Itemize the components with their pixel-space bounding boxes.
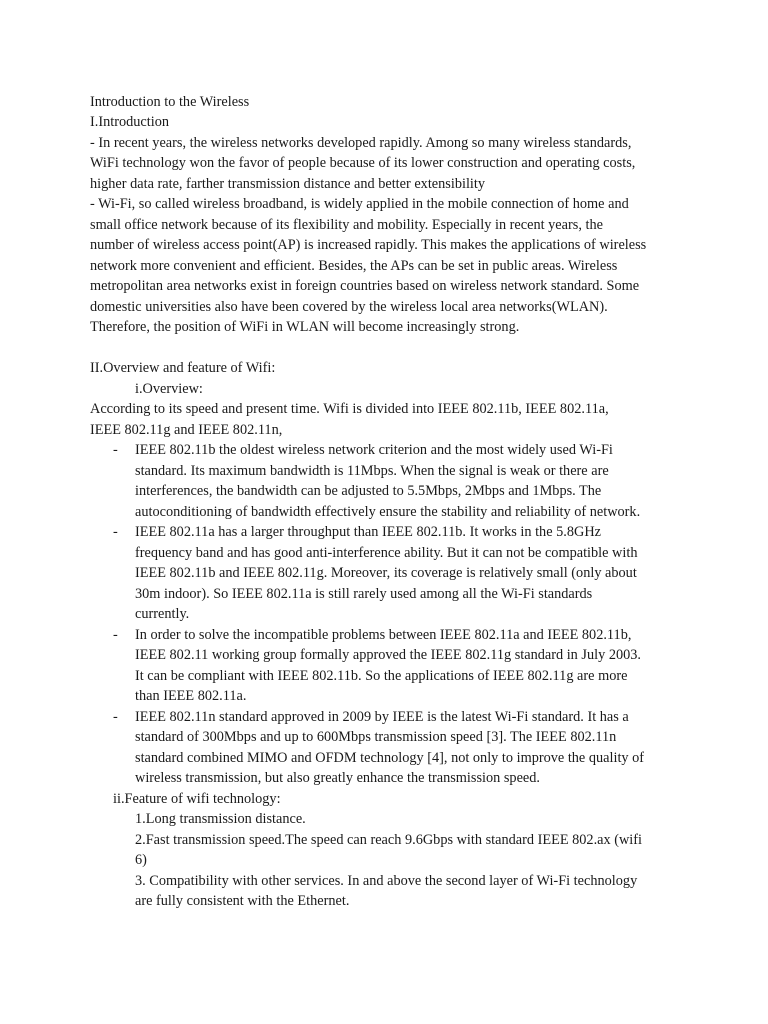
subsection-heading-feature: ii.Feature of wifi technology: [113, 791, 281, 807]
paragraph-line: number of wireless access point(AP) is increased rapidly. This makes the applications of wireless [90, 237, 647, 253]
paragraph-line: - In recent years, the wireless networks developed rapidly. Among so many wireless standards, [90, 135, 632, 151]
feature-line: are fully consistent with the Ethernet. [135, 893, 350, 909]
bullet-line: standard of 300Mbps and up to 600Mbps transmission speed [3]. The IEEE 802.11n [135, 729, 617, 745]
bullet-line: In order to solve the incompatible problems between IEEE 802.11a and IEEE 802.11b, [135, 627, 632, 643]
bullet-line: 30m indoor). So IEEE 802.11a is still rarely used among all the Wi-Fi standards [135, 586, 593, 602]
paragraph-line: small office network because of its flexibility and mobility. Especially in recent years, the [90, 217, 603, 233]
bullet-line: frequency band and has good anti-interference ability. But it can not be compatible with [135, 545, 638, 561]
bullet-line: currently. [135, 606, 190, 622]
bullet-line: standard combined MIMO and OFDM technology [4], not only to improve the quality of [135, 750, 645, 766]
bullet-line: IEEE 802.11b the oldest wireless network criterion and the most widely used Wi-Fi [135, 442, 613, 458]
paragraph-line: network more convenient and efficient. Besides, the APs can be set in public areas. Wireless [90, 258, 618, 274]
bullet-line: IEEE 802.11n standard approved in 2009 by IEEE is the latest Wi-Fi standard. It has a [135, 709, 629, 725]
bullet-line: IEEE 802.11 working group formally approved the IEEE 802.11g standard in July 2003. [135, 647, 641, 663]
feature-line: 6) [135, 852, 147, 868]
paragraph-line: metropolitan area networks exist in foreign countries based on wireless network standard. Some [90, 278, 640, 294]
feature-line: 1.Long transmission distance. [135, 811, 306, 827]
paragraph-line: domestic universities also have been covered by the wireless local area networks(WLAN). [90, 299, 608, 315]
paragraph-line: WiFi technology won the favor of people because of its lower construction and operating costs, [90, 155, 636, 171]
paragraph-line: Therefore, the position of WiFi in WLAN will become increasingly strong. [90, 319, 520, 335]
bullet-marker: - [113, 524, 118, 540]
paragraph-line: According to its speed and present time. Wifi is divided into IEEE 802.11b, IEEE 802.11a, [90, 401, 609, 417]
bullet-marker: - [113, 709, 118, 725]
subsection-heading-overview: i.Overview: [135, 381, 203, 397]
feature-line: 3. Compatibility with other services. In and above the second layer of Wi-Fi technology [135, 873, 638, 889]
bullet-line: autoconditioning of bandwidth effectively ensure the stability and reliability of network. [135, 504, 641, 520]
bullet-marker: - [113, 442, 118, 458]
paragraph-line: - Wi-Fi, so called wireless broadband, is widely applied in the mobile connection of home and [90, 196, 629, 212]
bullet-marker: - [113, 627, 118, 643]
bullet-line: wireless transmission, but also greatly enhance the transmission speed. [135, 770, 540, 786]
paragraph-line: higher data rate, farther transmission distance and better extensibility [90, 176, 486, 192]
bullet-line: interferences, the bandwidth can be adjusted to 5.5Mbps, 2Mbps and 1Mbps. The [135, 483, 602, 499]
section-heading-introduction: I.Introduction [90, 114, 170, 130]
bullet-line: IEEE 802.11a has a larger throughput than IEEE 802.11b. It works in the 5.8GHz [135, 524, 601, 540]
document-title: Introduction to the Wireless [90, 94, 250, 110]
bullet-line: IEEE 802.11b and IEEE 802.11g. Moreover, its coverage is relatively small (only about [135, 565, 637, 581]
bullet-line: standard. Its maximum bandwidth is 11Mbps. When the signal is weak or there are [135, 463, 609, 479]
bullet-line: than IEEE 802.11a. [135, 688, 247, 704]
feature-line: 2.Fast transmission speed.The speed can reach 9.6Gbps with standard IEEE 802.ax (wifi [135, 832, 643, 848]
section-heading-overview: II.Overview and feature of Wifi: [90, 360, 276, 376]
paragraph-line: IEEE 802.11g and IEEE 802.11n, [90, 422, 283, 438]
bullet-line: It can be compliant with IEEE 802.11b. So the applications of IEEE 802.11g are more [135, 668, 628, 684]
